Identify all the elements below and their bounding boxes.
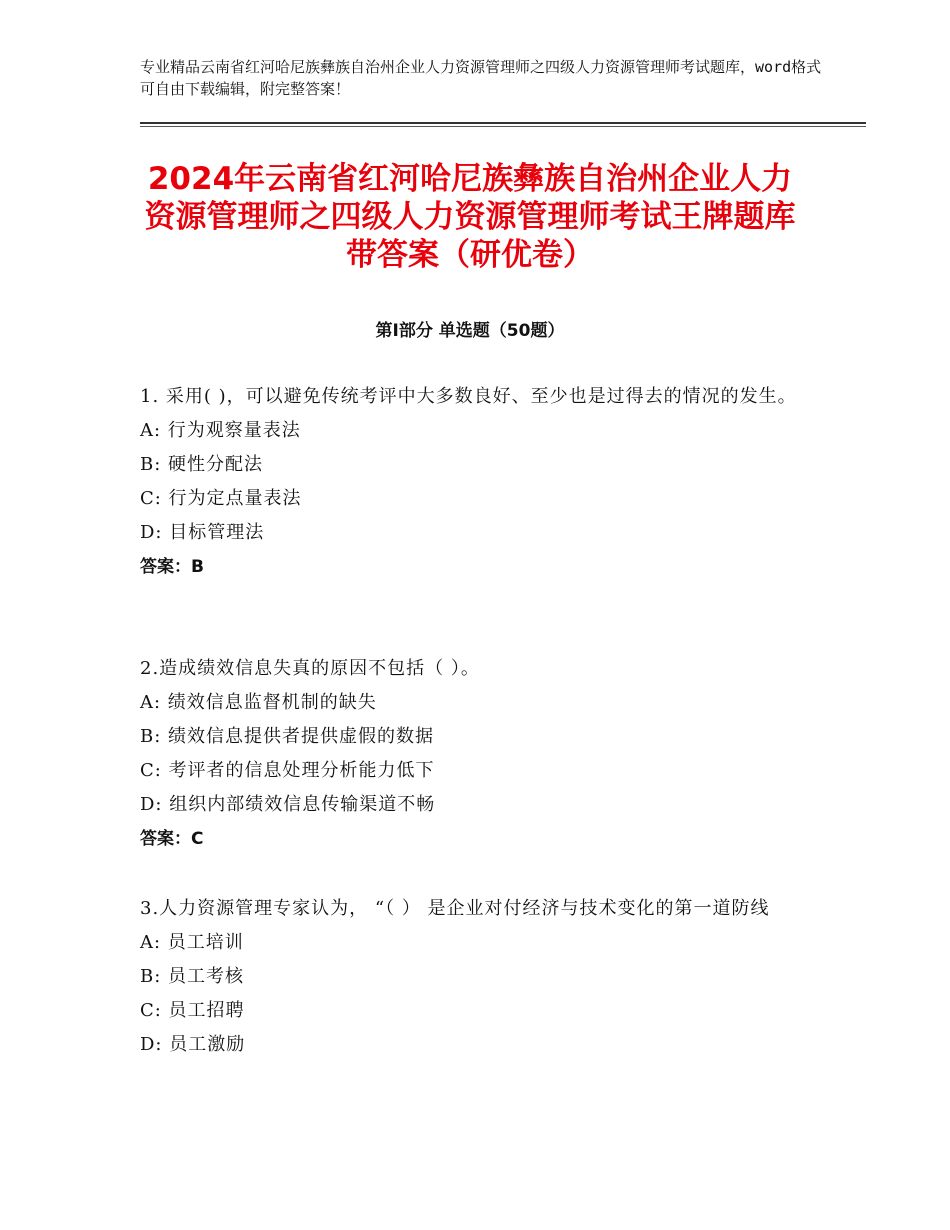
option-c: C: 员工招聘 [140, 1000, 245, 1021]
answer: 答案：B [140, 557, 204, 577]
question-3 [140, 892, 810, 1062]
option-b: B: 硬性分配法 [140, 454, 264, 475]
option-a: A: 绩效信息监督机制的缺失 [140, 692, 377, 713]
option-d: D: 目标管理法 [140, 522, 265, 543]
option-a: A: 行为观察量表法 [140, 420, 301, 441]
option-b: B: 员工考核 [140, 966, 245, 987]
document-title: 2024年云南省红河哈尼族彝族自治州企业人力资源管理师之四级人力资源管理师考试王牌题库带答案（研优卷） [144, 161, 796, 273]
question-text: 3.人力资源管理专家认为， “（ ） 是企业对付经济与技术变化的第一道防线 [140, 898, 770, 919]
option-c: C: 考评者的信息处理分析能力低下 [140, 760, 435, 781]
question-text: 1. 采用( )，可以避免传统考评中大多数良好、至少也是过得去的情况的发生。 [140, 386, 797, 407]
header-divider-thin [140, 126, 866, 127]
question-text: 2.造成绩效信息失真的原因不包括（ ）。 [140, 658, 480, 679]
option-d: D: 员工激励 [140, 1034, 246, 1055]
question-1 [140, 380, 810, 584]
option-a: A: 员工培训 [140, 932, 244, 953]
question-2 [140, 652, 810, 856]
section-heading: 第Ⅰ部分 单选题（50题） [375, 321, 565, 341]
option-d: D: 组织内部绩效信息传输渠道不畅 [140, 794, 436, 815]
header-note: 专业精品云南省红河哈尼族彝族自治州企业人力资源管理师之四级人力资源管理师考试题库，word格式可自由下载编辑，附完整答案！ [140, 58, 822, 98]
answer: 答案：C [140, 829, 204, 849]
option-b: B: 绩效信息提供者提供虚假的数据 [140, 726, 435, 747]
option-c: C: 行为定点量表法 [140, 488, 302, 509]
header-divider-thick [140, 122, 866, 124]
